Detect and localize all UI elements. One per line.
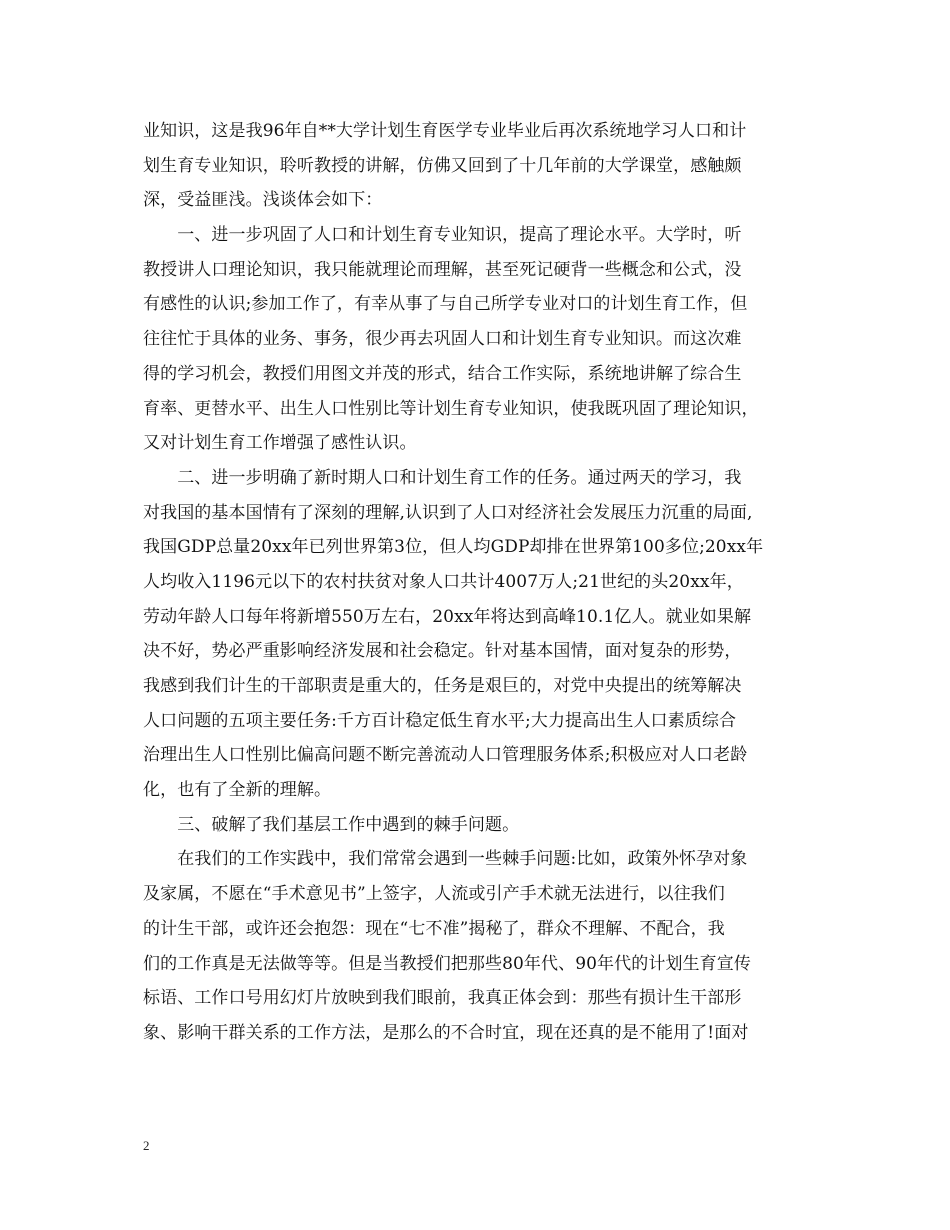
document-body (143, 114, 823, 1051)
text-line: 又对计划生育工作增强了感性认识。 (143, 433, 417, 454)
text-line: 人均收入1196元以下的农村扶贫对象人口共计4007万人;21世纪的头20xx年， (143, 571, 744, 592)
text-line: 标语、工作口号用幻灯片放映到我们眼前，我真正体会到：那些有损计生干部形 (143, 988, 742, 1009)
text-line: 我国GDP总量20xx年已列世界第3位，但人均GDP却排在世界第100多位;20xx年 (143, 537, 764, 558)
text-line: 及家属，不愿在“手术意见书”上签字，人流或引产手术就无法进行，以往我们 (143, 884, 725, 905)
text-line: 往往忙于具体的业务、事务，很少再去巩固人口和计划生育专业知识。而这次难 (143, 329, 742, 350)
text-line: 化，也有了全新的理解。 (143, 780, 332, 801)
text-line: 深，受益匪浅。浅谈体会如下： (143, 190, 383, 211)
text-line: 们的工作真是无法做等等。但是当教授们把那些80年代、90年代的计划生育宣传 (143, 953, 751, 974)
text-line: 有感性的认识;参加工作了，有幸从事了与自己所学专业对口的计划生育工作，但 (143, 294, 748, 315)
paragraph-three-heading-line: 三、破解了我们基层工作中遇到的棘手问题。 (143, 814, 520, 835)
text-line: 教授讲人口理论知识，我只能就理论而理解，甚至死记硬背一些概念和公式，没 (143, 259, 742, 280)
text-line: 育率、更替水平、出生人口性别比等计划生育专业知识，使我既巩固了理论知识， (143, 398, 759, 419)
text-line: 象、影响干群关系的工作方法，是那么的不合时宜，现在还真的是不能用了!面对 (143, 1022, 749, 1043)
text-line: 人口问题的五项主要任务:千方百计稳定低生育水平;大力提高出生人口素质综合 (143, 710, 737, 731)
text-line: 我感到我们计生的干部职责是重大的，任务是艰巨的，对党中央提出的统筹解决 (143, 676, 742, 696)
text-line: 对我国的基本国情有了深刻的理解,认识到了人口对经济社会发展压力沉重的局面, (143, 502, 753, 523)
text-line: 的计生干部，或许还会抱怨：现在“七不准”揭秘了，群众不理解、不配合，我 (143, 918, 725, 939)
paragraph-two-heading-line: 二、进一步明确了新时期人口和计划生育工作的任务。通过两天的学习，我 (143, 467, 742, 488)
text-line: 划生育专业知识，聆听教授的讲解，仿佛又回到了十几年前的大学课堂，感触颇 (143, 155, 742, 176)
text-line: 得的学习机会，教授们用图文并茂的形式，结合工作实际，系统地讲解了综合生 (143, 363, 742, 384)
text-line: 业知识，这是我96年自**大学计划生育医学专业毕业后再次系统地学习人口和计 (143, 121, 747, 141)
paragraph-four-first-line: 在我们的工作实践中，我们常常会遇到一些棘手问题:比如，政策外怀孕对象 (143, 849, 748, 870)
text-line: 治理出生人口性别比偏高问题不断完善流动人口管理服务体系;积极应对人口老龄 (143, 745, 748, 766)
text-line: 劳动年龄人口每年将新增550万左右，20xx年将达到高峰10.1亿人。就业如果解 (143, 606, 752, 627)
text-line: 决不好，势必严重影响经济发展和社会稳定。针对基本国情，面对复杂的形势， (143, 641, 742, 662)
paragraph-one-heading-line: 一、进一步巩固了人口和计划生育专业知识，提高了理论水平。大学时，听 (143, 225, 742, 246)
page-number: 2 (143, 1138, 150, 1153)
